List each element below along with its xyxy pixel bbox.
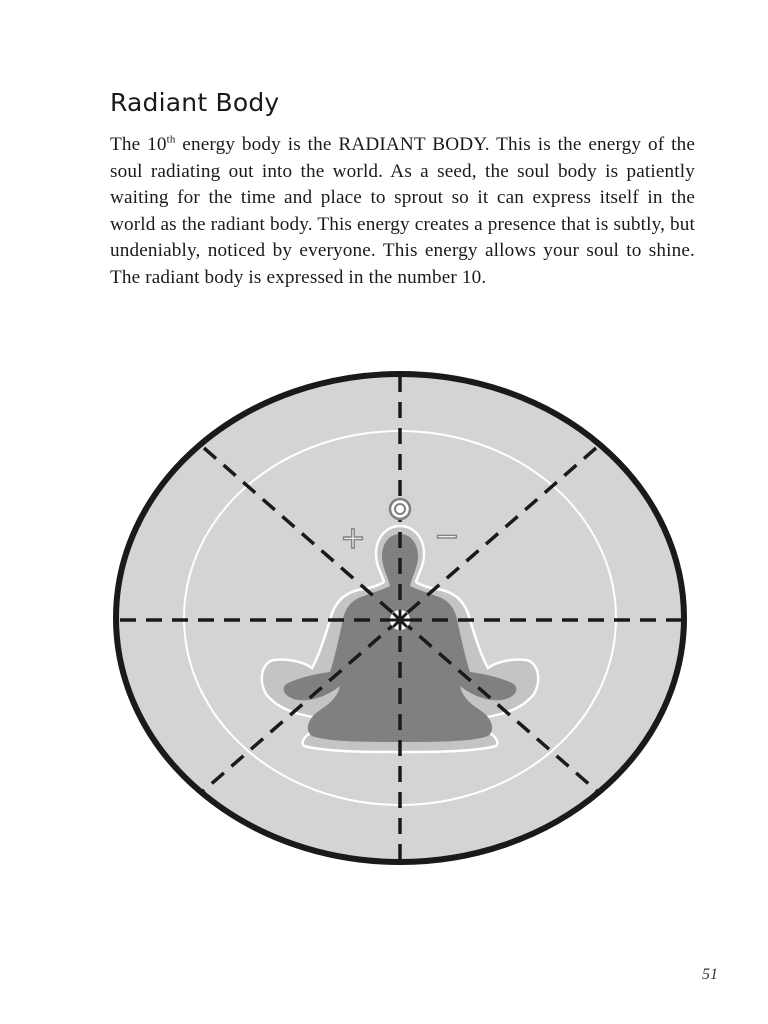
center-star-icon [390,610,410,630]
ordinal-superscript: th [166,133,176,146]
section-heading: Radiant Body [110,88,280,117]
paragraph-part-2: energy body is the RADIANT BODY. This is the energy of the soul radiating out into the world. As a seed, the soul body is patiently waiting for the time and place to sprout so it can express itself in the world as the radiant body. This energy creates a presence that is subtly, but undeniably, noticed by everyone. This energy allows your soul to shine. The radiant body is expressed in the number 10. [110,134,695,288]
paragraph-part-1: The 10 [110,134,167,155]
positive-symbol: + [340,521,366,556]
negative-symbol: − [434,519,460,554]
crown-circle-icon [390,499,410,519]
body-paragraph [110,132,695,292]
page-number: 51 [702,966,718,983]
radiant-body-diagram [108,368,698,872]
